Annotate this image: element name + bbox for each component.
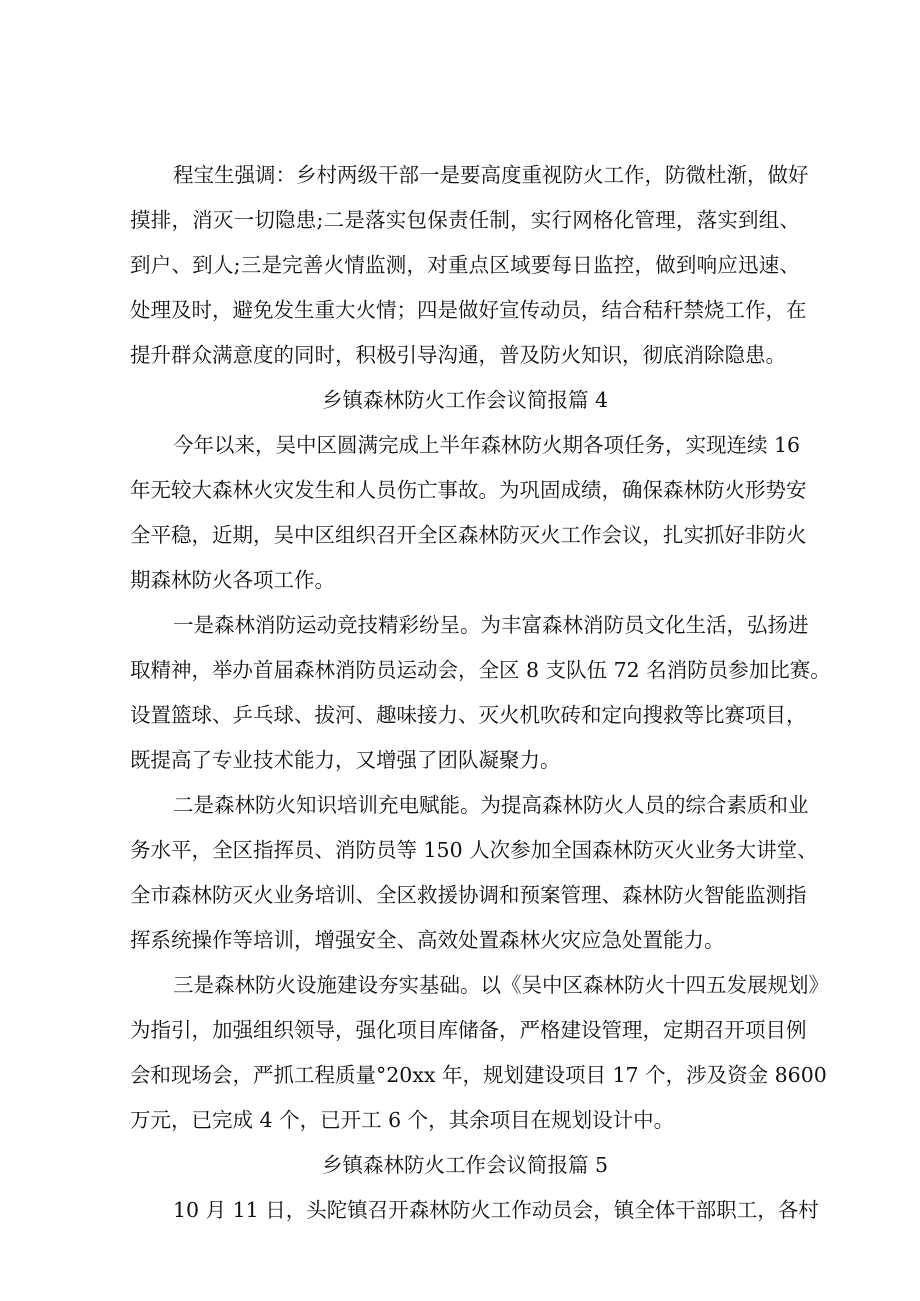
document-body xyxy=(130,153,831,1233)
paragraph xyxy=(130,153,809,378)
text-line: 10 月 11 日，头陀镇召开森林防火工作动员会，镇全体干部职工，各村 xyxy=(173,1198,819,1222)
text-line: 今年以来，吴中区圆满完成上半年森林防火期各项任务，实现连续 16 xyxy=(173,433,801,457)
paragraph xyxy=(130,963,829,1143)
text-line: 万元，已完成 4 个，已开工 6 个，其余项目在规划设计中。 xyxy=(130,1108,675,1132)
text-line: 到户、到人;三是完善火情监测，对重点区域要每日监控，做到响应迅速、 xyxy=(130,253,800,277)
text-line: 三是森林防火设施建设夯实基础。以《吴中区森林防火十四五发展规划》 xyxy=(173,973,829,997)
text-line: 一是森林消防运动竞技精彩纷呈。为丰富森林消防员文化生活，弘扬进 xyxy=(173,613,809,637)
paragraph xyxy=(130,423,807,603)
paragraph xyxy=(130,1188,819,1233)
section-heading: 乡镇森林防火工作会议简报篇 4 xyxy=(321,388,609,412)
text-line: 程宝生强调：乡村两级干部一是要高度重视防火工作，防微杜渐，做好 xyxy=(173,163,809,187)
text-line: 全平稳，近期，吴中区组织召开全区森林防灭火工作会议，扎实抓好非防火 xyxy=(130,523,807,547)
text-line: 设置篮球、乒乓球、拔河、趣味接力、灭火机吹砖和定向搜救等比赛项目， xyxy=(130,703,807,727)
text-line: 会和现场会，严抓工程质量°20xx 年，规划建设项目 17 个，涉及资金 8600 xyxy=(130,1063,827,1087)
text-line: 摸排，消灭一切隐患;二是落实包保责任制，实行网格化管理，落实到组、 xyxy=(130,208,800,232)
text-line: 全市森林防灭火业务培训、全区救援协调和预案管理、森林防火智能监测指 xyxy=(130,883,807,907)
text-line: 为指引，加强组织领导，强化项目库储备，严格建设管理，定期召开项目例 xyxy=(130,1018,807,1042)
text-line: 期森林防火各项工作。 xyxy=(130,568,335,592)
text-line: 处理及时，避免发生重大火情；四是做好宣传动员，结合秸秆禁烧工作，在 xyxy=(130,298,807,322)
text-line: 务水平，全区指挥员、消防员等 150 人次参加全国森林防灭火业务大讲堂、 xyxy=(130,838,818,862)
paragraph xyxy=(130,783,818,963)
text-line: 既提高了专业技术能力，又增强了团队凝聚力。 xyxy=(130,748,561,772)
text-line: 年无较大森林火灾发生和人员伤亡事故。为巩固成绩，确保森林防火形势安 xyxy=(130,478,807,502)
text-line: 提升群众满意度的同时，积极引导沟通，普及防火知识，彻底消除隐患。 xyxy=(130,343,786,367)
section-heading: 乡镇森林防火工作会议简报篇 5 xyxy=(321,1153,609,1177)
text-line: 二是森林防火知识培训充电赋能。为提高森林防火人员的综合素质和业 xyxy=(173,793,809,817)
paragraph xyxy=(130,603,831,783)
text-line: 取精神，举办首届森林消防员运动会，全区 8 支队伍 72 名消防员参加比赛。 xyxy=(130,658,831,682)
text-line: 挥系统操作等培训，增强安全、高效处置森林火灾应急处置能力。 xyxy=(130,928,725,952)
